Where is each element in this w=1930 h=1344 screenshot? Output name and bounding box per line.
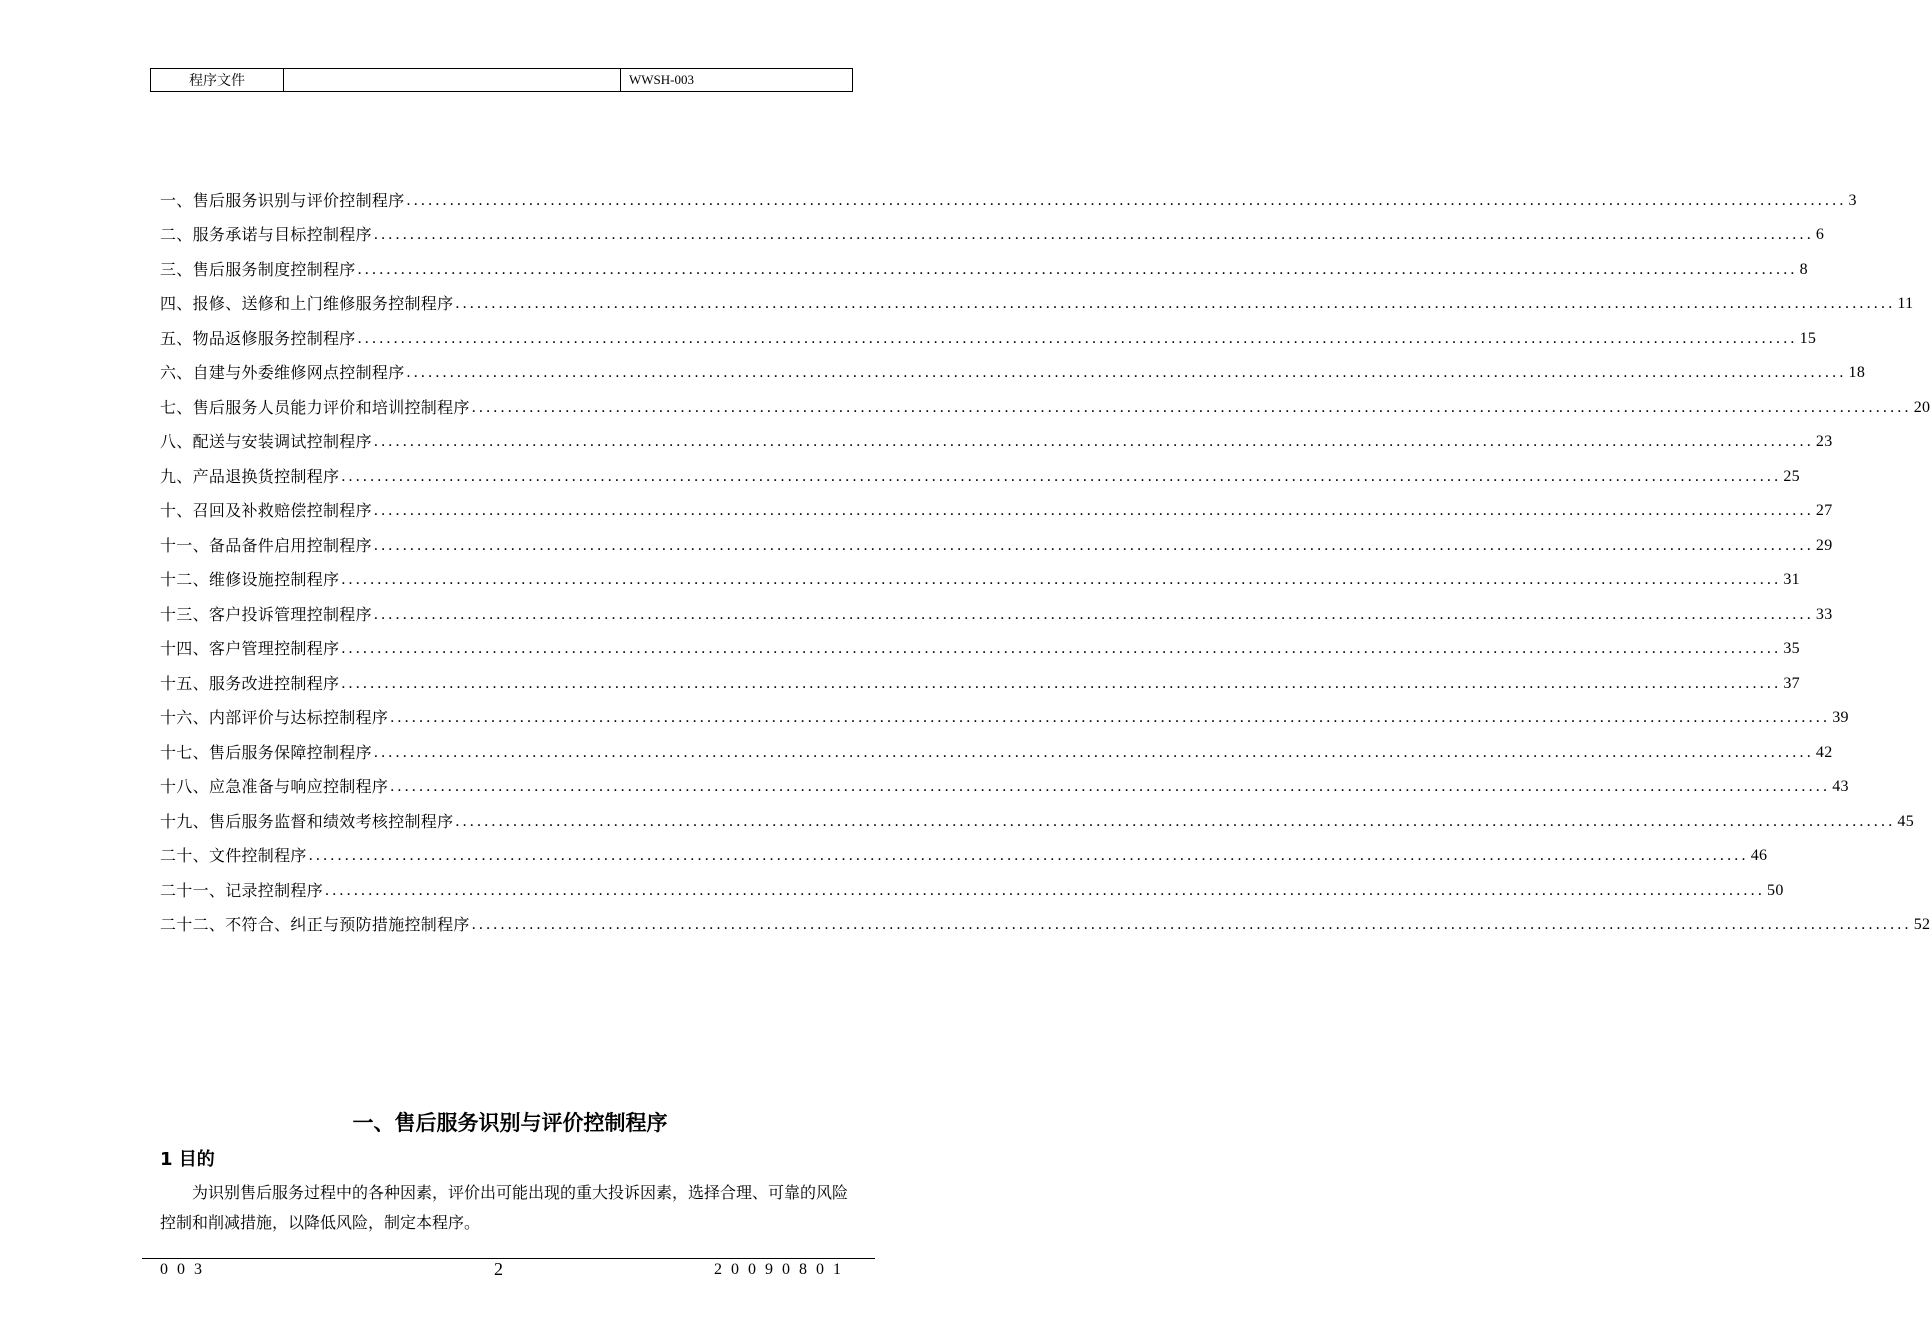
toc-leader-dots: ........................................................................................................................................................................................................ xyxy=(373,502,1814,519)
body-paragraph: 为识别售后服务过程中的各种因素，评价出可能出现的重大投诉因素，选择合理、可靠的风险控制和削减措施，以降低风险，制定本程序。 xyxy=(160,1183,849,1232)
page-footer xyxy=(160,1261,850,1283)
toc-entry[interactable] xyxy=(160,659,1800,694)
toc-leader-dots: ........................................................................................................................................................................................................ xyxy=(373,605,1814,623)
toc-leader-dots: ........................................................................................................................................................................................................ xyxy=(341,571,1782,588)
toc-entry-page: 50 xyxy=(1767,881,1784,899)
toc-entry-title: 十二、维修设施控制程序 xyxy=(160,570,340,589)
toc-entry[interactable] xyxy=(160,901,1930,936)
toc-entry-page: 27 xyxy=(1815,502,1833,519)
toc-leader-dots: ........................................................................................................................................................................................................ xyxy=(325,881,1766,899)
toc-entry-page: 11 xyxy=(1897,295,1914,312)
toc-entry-title: 一、售后服务识别与评价控制程序 xyxy=(160,190,405,210)
toc-entry-title: 十四、客户管理控制程序 xyxy=(160,639,340,658)
header-doc-code: WWSH-003 xyxy=(629,72,694,87)
toc-entry[interactable] xyxy=(160,556,1800,591)
toc-entry-title: 五、物品返修服务控制程序 xyxy=(160,328,356,348)
toc-entry-title: 二、服务承诺与目标控制程序 xyxy=(160,225,372,244)
toc-entry[interactable] xyxy=(160,211,1825,246)
header-doc-type: 程序文件 xyxy=(151,69,284,91)
toc-entry-page: 23 xyxy=(1815,433,1833,450)
toc-entry[interactable] xyxy=(160,625,1800,660)
toc-entry-title: 十一、备品备件启用控制程序 xyxy=(160,535,372,555)
toc-leader-dots: ........................................................................................................................................................................................................ xyxy=(455,812,1896,830)
toc-entry[interactable] xyxy=(160,176,1857,211)
toc-leader-dots: ........................................................................................................................................................................................................ xyxy=(308,847,1749,864)
toc-entry[interactable] xyxy=(160,245,1808,280)
footer-doc-number: 003 xyxy=(160,1261,211,1278)
toc-leader-dots: ........................................................................................................................................................................................................ xyxy=(390,778,1831,795)
toc-leader-dots: ........................................................................................................................................................................................................ xyxy=(455,295,1896,312)
footer-date: 20090801 xyxy=(714,1261,850,1278)
toc-entry-page: 3 xyxy=(1848,191,1857,209)
toc-entry-page: 6 xyxy=(1815,226,1825,243)
toc-entry-page: 45 xyxy=(1897,812,1915,830)
header-middle-cell xyxy=(284,69,621,91)
toc-entry[interactable] xyxy=(160,590,1833,625)
toc-leader-dots: ........................................................................................................................................................................................................ xyxy=(373,433,1814,450)
toc-entry[interactable] xyxy=(160,280,1914,315)
toc-entry-page: 33 xyxy=(1815,605,1833,623)
sub-heading: 1 目的 xyxy=(160,1149,215,1170)
toc-entry-page: 8 xyxy=(1799,260,1808,278)
toc-entry-title: 十三、客户投诉管理控制程序 xyxy=(160,604,372,624)
toc-leader-dots: ........................................................................................................................................................................................................ xyxy=(471,398,1912,416)
toc-entry-page: 35 xyxy=(1783,640,1800,657)
header-table xyxy=(150,68,853,92)
toc-entry[interactable] xyxy=(160,349,1866,384)
toc-entry-page: 15 xyxy=(1799,329,1817,347)
toc-leader-dots: ........................................................................................................................................................................................................ xyxy=(373,536,1814,554)
toc-entry-title: 四、报修、送修和上门维修服务控制程序 xyxy=(160,294,454,313)
toc-leader-dots: ........................................................................................................................................................................................................ xyxy=(373,226,1814,243)
toc-entry-title: 二十、文件控制程序 xyxy=(160,846,307,865)
toc-leader-dots: ........................................................................................................................................................................................................ xyxy=(406,364,1847,381)
toc-entry-page: 25 xyxy=(1783,467,1800,485)
toc-leader-dots: ........................................................................................................................................................................................................ xyxy=(357,329,1798,347)
toc-entry-title: 九、产品退换货控制程序 xyxy=(160,466,340,486)
toc-entry-page: 42 xyxy=(1815,743,1833,761)
toc-leader-dots: ........................................................................................................................................................................................................ xyxy=(406,191,1847,209)
toc-entry-page: 20 xyxy=(1913,398,1930,416)
toc-entry-title: 六、自建与外委维修网点控制程序 xyxy=(160,363,405,382)
footer-page-number: 2 xyxy=(494,1259,503,1279)
toc-entry-page: 46 xyxy=(1750,847,1768,864)
toc-entry-page: 29 xyxy=(1815,536,1833,554)
toc-entry[interactable] xyxy=(160,314,1817,349)
toc-entry[interactable] xyxy=(160,521,1833,556)
toc-entry-page: 18 xyxy=(1848,364,1866,381)
toc-leader-dots: ........................................................................................................................................................................................................ xyxy=(357,260,1798,278)
toc-entry[interactable] xyxy=(160,797,1915,832)
toc-entry[interactable] xyxy=(160,728,1833,763)
section-title: 一、售后服务识别与评价控制程序 xyxy=(352,1111,668,1135)
table-of-contents xyxy=(160,176,1930,935)
toc-entry-page: 52 xyxy=(1913,916,1930,933)
toc-entry[interactable] xyxy=(160,866,1784,901)
toc-leader-dots: ........................................................................................................................................................................................................ xyxy=(341,640,1782,657)
toc-entry-page: 37 xyxy=(1783,674,1800,692)
toc-entry-title: 十九、售后服务监督和绩效考核控制程序 xyxy=(160,811,454,831)
toc-entry[interactable] xyxy=(160,832,1768,867)
toc-entry-title: 十六、内部评价与达标控制程序 xyxy=(160,708,389,727)
toc-leader-dots: ........................................................................................................................................................................................................ xyxy=(373,743,1814,761)
toc-leader-dots: ........................................................................................................................................................................................................ xyxy=(471,916,1912,933)
toc-entry-title: 七、售后服务人员能力评价和培训控制程序 xyxy=(160,397,470,417)
toc-entry-page: 39 xyxy=(1832,709,1849,726)
toc-entry[interactable] xyxy=(160,694,1849,729)
toc-entry-title: 十八、应急准备与响应控制程序 xyxy=(160,777,389,796)
toc-entry-title: 八、配送与安装调试控制程序 xyxy=(160,432,372,451)
toc-entry[interactable] xyxy=(160,763,1849,798)
toc-leader-dots: ........................................................................................................................................................................................................ xyxy=(341,674,1782,692)
toc-entry-title: 二十二、不符合、纠正与预防措施控制程序 xyxy=(160,915,470,934)
toc-entry-title: 十五、服务改进控制程序 xyxy=(160,673,340,693)
footer-divider xyxy=(142,1258,875,1259)
toc-entry-title: 三、售后服务制度控制程序 xyxy=(160,259,356,279)
toc-entry[interactable] xyxy=(160,487,1833,522)
toc-entry-title: 十、召回及补救赔偿控制程序 xyxy=(160,501,372,520)
toc-entry-title: 十七、售后服务保障控制程序 xyxy=(160,742,372,762)
toc-entry-page: 43 xyxy=(1832,778,1849,795)
toc-leader-dots: ........................................................................................................................................................................................................ xyxy=(390,709,1831,726)
toc-entry[interactable] xyxy=(160,452,1800,487)
toc-entry[interactable] xyxy=(160,418,1833,453)
toc-entry-title: 二十一、记录控制程序 xyxy=(160,880,324,900)
toc-entry[interactable] xyxy=(160,383,1930,418)
toc-leader-dots: ........................................................................................................................................................................................................ xyxy=(341,467,1782,485)
toc-entry-page: 31 xyxy=(1783,571,1800,588)
